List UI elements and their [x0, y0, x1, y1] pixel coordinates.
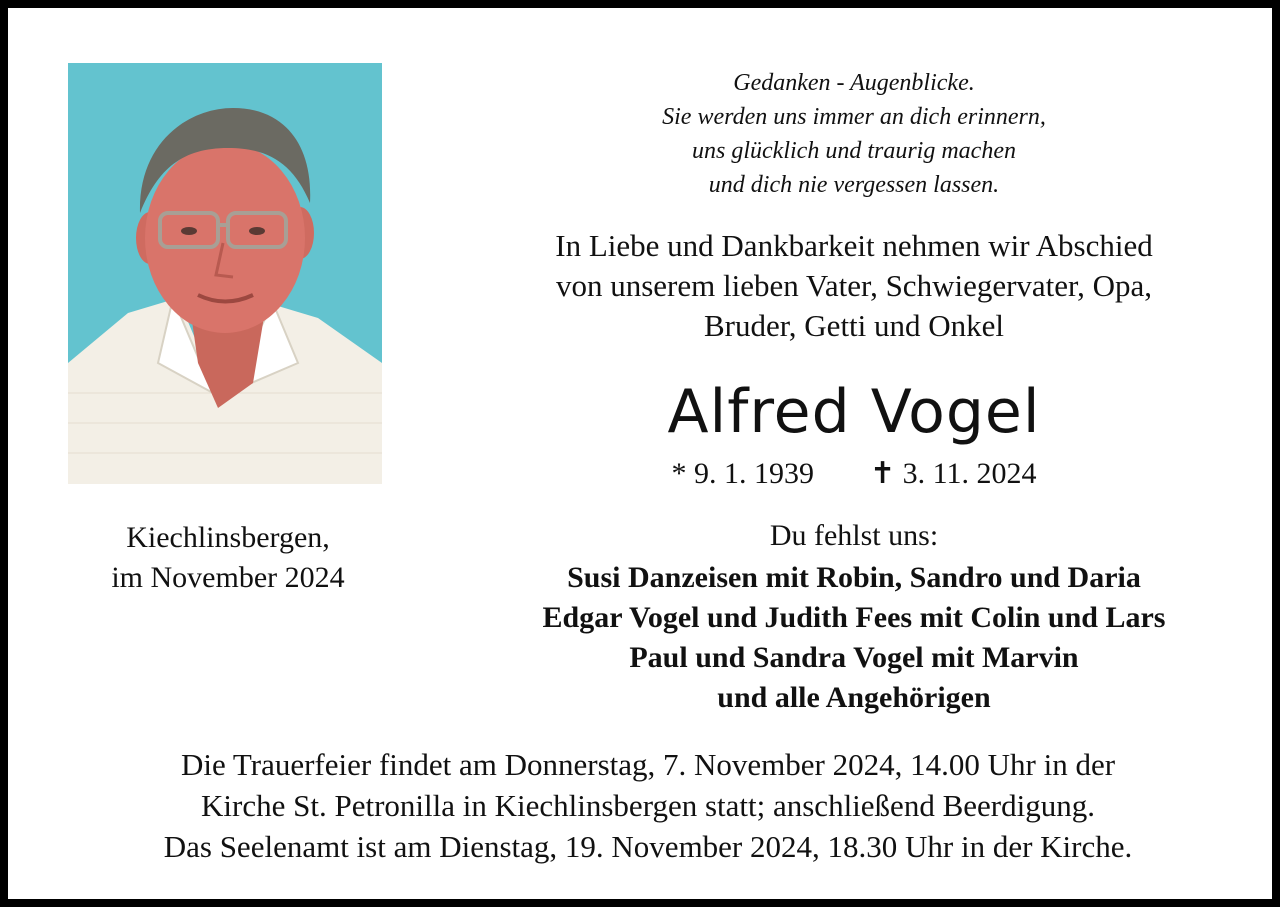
person-photo-icon [68, 63, 382, 484]
death-date: ✝ 3. 11. 2024 [869, 457, 1037, 490]
life-dates [454, 454, 1254, 494]
quote-line: Gedanken - Augenblicke. [733, 70, 975, 96]
farewell-line: Bruder, Getti und Onkel [703, 308, 1005, 343]
birth-date: * 9. 1. 1939 [671, 457, 814, 490]
service-line: Das Seelenamt ist am Dienstag, 19. November 2024, 18.30 Uhr in der Kirche. [163, 829, 1133, 864]
service-line: Kirche St. Petronilla in Kiechlinsbergen statt; anschließend Beerdigung. [201, 788, 1095, 823]
quote-line: uns glücklich und traurig machen [692, 138, 1016, 164]
place-and-date [48, 518, 408, 598]
service-information [48, 744, 1248, 867]
quote-line: Sie werden uns immer an dich erinnern, [662, 104, 1046, 130]
quote-line: und dich nie vergessen lassen. [708, 172, 1000, 198]
mourners-list [454, 558, 1254, 718]
service-line: Die Trauerfeier findet am Donnerstag, 7. November 2024, 14.00 Uhr in der [180, 747, 1116, 782]
date-line: im November 2024 [111, 561, 345, 594]
mourner-line: Paul und Sandra Vogel mit Marvin [629, 641, 1079, 674]
missing-label: Du fehlst uns: [769, 519, 939, 552]
mourner-line: Susi Danzeisen mit Robin, Sandro und Daria [567, 561, 1141, 594]
deceased-name: Alfred Vogel [667, 377, 1041, 447]
memorial-quote [504, 66, 1204, 202]
mourner-line: Edgar Vogel und Judith Fees mit Colin und Lars [542, 601, 1166, 634]
farewell-text [454, 226, 1254, 346]
mourner-line: und alle Angehörigen [717, 681, 991, 714]
place-line: Kiechlinsbergen, [126, 521, 330, 554]
farewell-line: von unserem lieben Vater, Schwiegervater, Opa, [555, 268, 1153, 303]
farewell-line: In Liebe und Dankbarkeit nehmen wir Abschied [555, 228, 1153, 263]
portrait-photo [68, 63, 382, 484]
